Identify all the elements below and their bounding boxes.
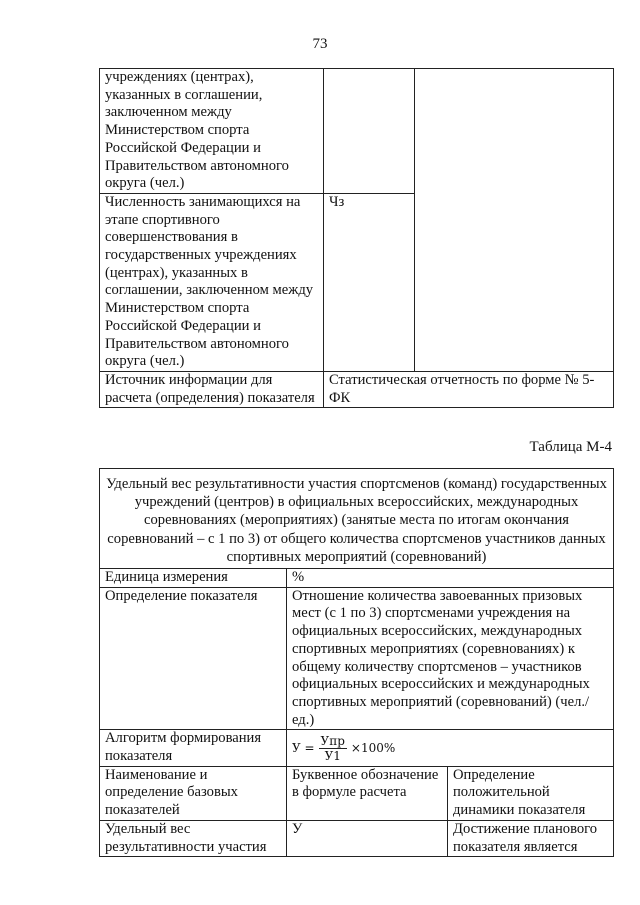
formula (292, 734, 395, 763)
indicator-table-continued (99, 68, 614, 408)
table-cell: Статистическая отчетность по форме № 5-ФК (324, 371, 614, 407)
header-cell: Определение положительной динамики показателя (448, 766, 614, 820)
formula-suffix: ×100% (350, 740, 396, 755)
formula-numerator: Упр (320, 734, 345, 749)
table-cell: Чз (324, 193, 415, 371)
definition-value: Отношение количества завоеванных призовых мест (с 1 по 3) спортсменами учреждения на официальных всероссийских, международных спортивных мероприятиях (соревнованиях) к общему количеству спортсменов – участников официальных всероссийских и международных спортивных мероприятий (соревнований) (чел./ед.) (287, 587, 614, 730)
table-header-row (100, 766, 614, 820)
table-cell: Источник информации для расчета (определения) показателя (100, 371, 324, 407)
unit-label: Единица измерения (100, 569, 287, 588)
table-row (100, 69, 614, 194)
table-row (100, 820, 614, 856)
header-cell: Буквенное обозначение в формуле расчета (287, 766, 448, 820)
table-cell (324, 69, 415, 194)
table-row (100, 730, 614, 766)
table-row (100, 587, 614, 730)
table-cell: учреждениях (центрах), указанных в соглашении, заключенном между Министерством спорта Российской Федерации и Правительством автономного округа (чел.) (100, 69, 324, 194)
table-row (100, 371, 614, 407)
page-number: 73 (312, 36, 328, 52)
algorithm-label: Алгоритм формирования показателя (100, 730, 287, 766)
table-title: Удельный вес результативности участия спортсменов (команд) государственных учреждений (центров) в официальных всероссийских, международных соревнованиях (мероприятиях) (занятые места по итогам окончания соревнований – с 1 по 3) от общего количества спортсменов участников данных спортивных мероприятий (соревнований) (100, 469, 614, 569)
table-row (100, 569, 614, 588)
formula-fraction (319, 734, 347, 763)
table-cell: У (287, 820, 448, 856)
table-cell (415, 69, 614, 372)
formula-lhs: У = (292, 740, 315, 755)
definition-label: Определение показателя (100, 587, 287, 730)
table-title-row (100, 469, 614, 569)
table-caption: Таблица М-4 (529, 439, 612, 455)
unit-value: % (287, 569, 614, 588)
formula-denominator: У1 (324, 749, 341, 764)
table-cell: Достижение планового показателя является (448, 820, 614, 856)
indicator-table-m4 (99, 468, 614, 857)
table-cell: Удельный вес результативности участия (100, 820, 287, 856)
formula-cell (287, 730, 614, 766)
header-cell: Наименование и определение базовых показателей (100, 766, 287, 820)
table-cell: Численность занимающихся на этапе спортивного совершенствования в государственных учреждениях (центрах), указанных в соглашении, заключенном между Министерством спорта Российской Федерации и Правительством автономного округа (чел.) (100, 193, 324, 371)
